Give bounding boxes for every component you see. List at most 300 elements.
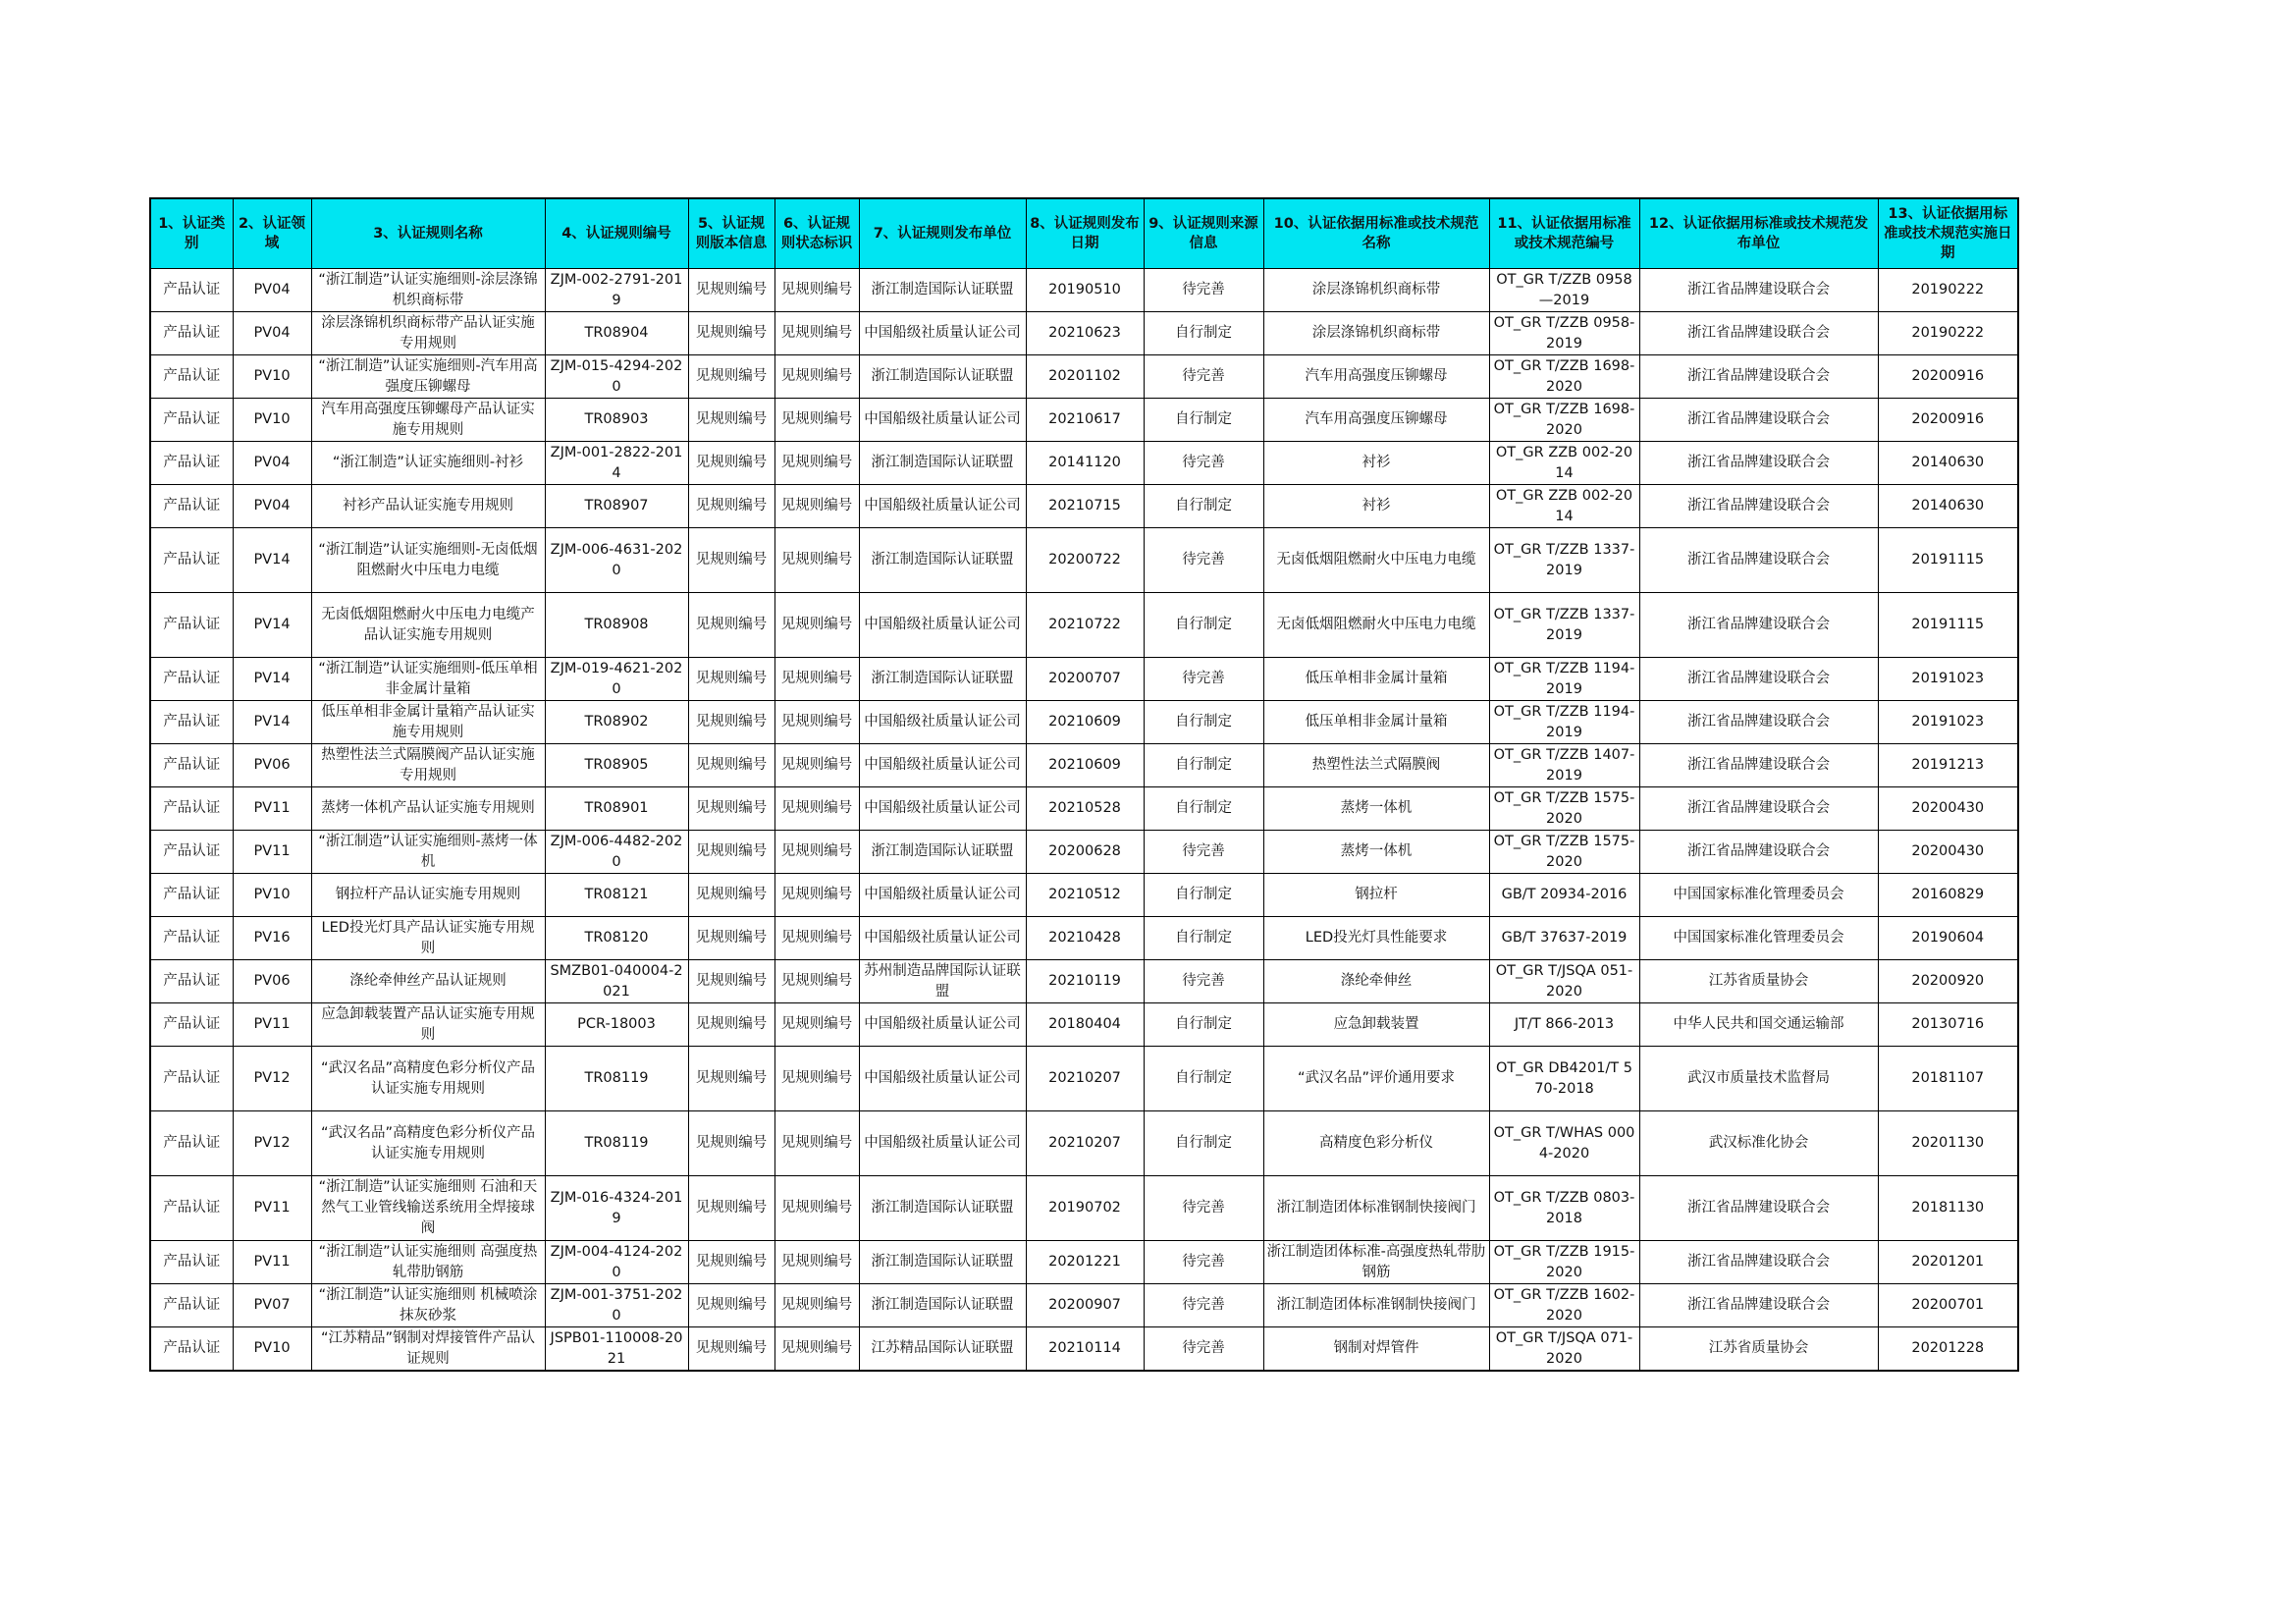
cell-cert-field: PV07 xyxy=(233,1284,311,1327)
cell-standard-publisher: 浙江省品牌建设联合会 xyxy=(1639,1176,1878,1241)
cell-rule-publisher: 浙江制造国际认证联盟 xyxy=(859,1176,1026,1241)
cell-rule-publisher: 浙江制造国际认证联盟 xyxy=(859,528,1026,593)
cell-rule-source: 自行制定 xyxy=(1144,874,1263,917)
cell-rule-date: 20180404 xyxy=(1026,1003,1144,1047)
cell-rule-date: 20201102 xyxy=(1026,355,1144,399)
table-row xyxy=(150,658,2018,701)
cell-cert-field: PV11 xyxy=(233,787,311,831)
cell-rule-status: 见规则编号 xyxy=(774,831,859,874)
cell-standard-date: 20200430 xyxy=(1878,787,2018,831)
cell-rule-date: 20200707 xyxy=(1026,658,1144,701)
header-cert-type: 1、认证类别 xyxy=(150,198,233,269)
cell-standard-publisher: 浙江省品牌建设联合会 xyxy=(1639,442,1878,485)
cell-cert-field: PV16 xyxy=(233,917,311,960)
cell-standard-date: 20190222 xyxy=(1878,269,2018,312)
cell-rule-name: 无卤低烟阻燃耐火中压电力电缆产品认证实施专用规则 xyxy=(311,593,545,658)
table-row xyxy=(150,960,2018,1003)
cell-standard-publisher: 浙江省品牌建设联合会 xyxy=(1639,787,1878,831)
cell-rule-version: 见规则编号 xyxy=(688,1176,774,1241)
cell-rule-version: 见规则编号 xyxy=(688,269,774,312)
cell-cert-type: 产品认证 xyxy=(150,960,233,1003)
cell-rule-date: 20210512 xyxy=(1026,874,1144,917)
cell-cert-field: PV11 xyxy=(233,1241,311,1284)
cell-standard-number: OT_GR T/JSQA 051-2020 xyxy=(1489,960,1639,1003)
cell-rule-source: 自行制定 xyxy=(1144,1111,1263,1176)
cell-rule-version: 见规则编号 xyxy=(688,1111,774,1176)
cell-standard-publisher: 浙江省品牌建设联合会 xyxy=(1639,1241,1878,1284)
cell-cert-field: PV14 xyxy=(233,528,311,593)
cell-standard-name: 汽车用高强度压铆螺母 xyxy=(1263,399,1489,442)
cell-rule-number: TR08905 xyxy=(545,744,688,787)
table-row xyxy=(150,593,2018,658)
cell-cert-type: 产品认证 xyxy=(150,744,233,787)
cell-standard-number: OT_GR ZZB 002-2014 xyxy=(1489,485,1639,528)
table-row xyxy=(150,1284,2018,1327)
cell-standard-publisher: 中华人民共和国交通运输部 xyxy=(1639,1003,1878,1047)
cell-standard-publisher: 浙江省品牌建设联合会 xyxy=(1639,355,1878,399)
cell-cert-type: 产品认证 xyxy=(150,917,233,960)
cell-standard-number: OT_GR T/ZZB 0803-2018 xyxy=(1489,1176,1639,1241)
cell-rule-version: 见规则编号 xyxy=(688,312,774,355)
cell-standard-name: 低压单相非金属计量箱 xyxy=(1263,658,1489,701)
cell-rule-publisher: 中国船级社质量认证公司 xyxy=(859,1111,1026,1176)
cell-rule-number: PCR-18003 xyxy=(545,1003,688,1047)
cell-standard-date: 20190222 xyxy=(1878,312,2018,355)
cell-rule-date: 20210114 xyxy=(1026,1327,1144,1372)
cell-rule-status: 见规则编号 xyxy=(774,442,859,485)
table-row xyxy=(150,701,2018,744)
cell-standard-name: 无卤低烟阻燃耐火中压电力电缆 xyxy=(1263,528,1489,593)
cell-cert-field: PV14 xyxy=(233,701,311,744)
certification-rules-table xyxy=(149,197,2019,1372)
cell-rule-number: SMZB01-040004-2021 xyxy=(545,960,688,1003)
cell-standard-name: 低压单相非金属计量箱 xyxy=(1263,701,1489,744)
cell-cert-type: 产品认证 xyxy=(150,442,233,485)
cell-standard-date: 20160829 xyxy=(1878,874,2018,917)
header-standard-number: 11、认证依据用标准或技术规范编号 xyxy=(1489,198,1639,269)
cell-rule-source: 自行制定 xyxy=(1144,485,1263,528)
cell-rule-version: 见规则编号 xyxy=(688,960,774,1003)
cell-rule-status: 见规则编号 xyxy=(774,399,859,442)
cell-rule-publisher: 浙江制造国际认证联盟 xyxy=(859,442,1026,485)
cell-rule-number: ZJM-004-4124-2020 xyxy=(545,1241,688,1284)
cell-rule-version: 见规则编号 xyxy=(688,1241,774,1284)
cell-rule-name: 蒸烤一体机产品认证实施专用规则 xyxy=(311,787,545,831)
cell-cert-field: PV04 xyxy=(233,269,311,312)
cell-cert-field: PV11 xyxy=(233,1003,311,1047)
cell-standard-number: GB/T 20934-2016 xyxy=(1489,874,1639,917)
cell-standard-name: “武汉名品”评价通用要求 xyxy=(1263,1047,1489,1111)
cell-standard-name: 高精度色彩分析仪 xyxy=(1263,1111,1489,1176)
cell-rule-version: 见规则编号 xyxy=(688,593,774,658)
header-standard-publisher: 12、认证依据用标准或技术规范发布单位 xyxy=(1639,198,1878,269)
cell-standard-name: 涂层涤锦机织商标带 xyxy=(1263,269,1489,312)
cell-cert-field: PV14 xyxy=(233,593,311,658)
cell-cert-field: PV10 xyxy=(233,874,311,917)
cell-rule-publisher: 苏州制造品牌国际认证联盟 xyxy=(859,960,1026,1003)
cell-rule-status: 见规则编号 xyxy=(774,701,859,744)
cell-rule-publisher: 浙江制造国际认证联盟 xyxy=(859,658,1026,701)
cell-rule-status: 见规则编号 xyxy=(774,1241,859,1284)
cell-rule-number: TR08908 xyxy=(545,593,688,658)
cell-rule-source: 待完善 xyxy=(1144,831,1263,874)
cell-rule-source: 自行制定 xyxy=(1144,701,1263,744)
cell-rule-source: 待完善 xyxy=(1144,960,1263,1003)
cell-rule-publisher: 中国船级社质量认证公司 xyxy=(859,701,1026,744)
cell-standard-number: OT_GR T/JSQA 071-2020 xyxy=(1489,1327,1639,1372)
header-rule-status: 6、认证规则状态标识 xyxy=(774,198,859,269)
cell-standard-name: 浙江制造团体标准钢制快接阀门 xyxy=(1263,1176,1489,1241)
cell-rule-date: 20210609 xyxy=(1026,744,1144,787)
cell-standard-date: 20191213 xyxy=(1878,744,2018,787)
header-standard-name: 10、认证依据用标准或技术规范名称 xyxy=(1263,198,1489,269)
cell-rule-number: TR08902 xyxy=(545,701,688,744)
certification-table-sheet xyxy=(149,197,2019,1372)
cell-standard-name: LED投光灯具性能要求 xyxy=(1263,917,1489,960)
cell-rule-source: 待完善 xyxy=(1144,1241,1263,1284)
cell-rule-publisher: 浙江制造国际认证联盟 xyxy=(859,355,1026,399)
cell-rule-publisher: 中国船级社质量认证公司 xyxy=(859,399,1026,442)
cell-rule-publisher: 浙江制造国际认证联盟 xyxy=(859,1241,1026,1284)
cell-rule-number: ZJM-019-4621-2020 xyxy=(545,658,688,701)
cell-standard-publisher: 浙江省品牌建设联合会 xyxy=(1639,528,1878,593)
header-rule-name: 3、认证规则名称 xyxy=(311,198,545,269)
cell-rule-version: 见规则编号 xyxy=(688,917,774,960)
cell-standard-number: OT_GR T/ZZB 1194-2019 xyxy=(1489,701,1639,744)
cell-standard-publisher: 浙江省品牌建设联合会 xyxy=(1639,701,1878,744)
cell-rule-source: 待完善 xyxy=(1144,1176,1263,1241)
table-row xyxy=(150,1111,2018,1176)
cell-rule-source: 自行制定 xyxy=(1144,787,1263,831)
cell-cert-type: 产品认证 xyxy=(150,658,233,701)
cell-rule-name: 热塑性法兰式隔膜阀产品认证实施专用规则 xyxy=(311,744,545,787)
cell-cert-field: PV10 xyxy=(233,1327,311,1372)
cell-rule-source: 自行制定 xyxy=(1144,1003,1263,1047)
table-row xyxy=(150,442,2018,485)
cell-rule-version: 见规则编号 xyxy=(688,658,774,701)
cell-cert-field: PV12 xyxy=(233,1111,311,1176)
cell-cert-type: 产品认证 xyxy=(150,399,233,442)
cell-rule-publisher: 中国船级社质量认证公司 xyxy=(859,787,1026,831)
cell-rule-publisher: 中国船级社质量认证公司 xyxy=(859,1003,1026,1047)
cell-rule-name: 涤纶牵伸丝产品认证规则 xyxy=(311,960,545,1003)
cell-standard-publisher: 浙江省品牌建设联合会 xyxy=(1639,593,1878,658)
cell-standard-number: OT_GR T/ZZB 0958—2019 xyxy=(1489,269,1639,312)
cell-cert-type: 产品认证 xyxy=(150,787,233,831)
cell-rule-date: 20210119 xyxy=(1026,960,1144,1003)
header-rule-source: 9、认证规则来源信息 xyxy=(1144,198,1263,269)
cell-rule-source: 自行制定 xyxy=(1144,1047,1263,1111)
table-row xyxy=(150,528,2018,593)
cell-rule-version: 见规则编号 xyxy=(688,1003,774,1047)
cell-rule-version: 见规则编号 xyxy=(688,399,774,442)
table-header-row xyxy=(150,198,2018,269)
cell-rule-number: TR08901 xyxy=(545,787,688,831)
cell-standard-number: OT_GR T/ZZB 1698-2020 xyxy=(1489,355,1639,399)
cell-standard-publisher: 浙江省品牌建设联合会 xyxy=(1639,399,1878,442)
cell-rule-number: TR08907 xyxy=(545,485,688,528)
cell-rule-date: 20190510 xyxy=(1026,269,1144,312)
header-rule-number: 4、认证规则编号 xyxy=(545,198,688,269)
cell-rule-date: 20210623 xyxy=(1026,312,1144,355)
table-row xyxy=(150,1003,2018,1047)
cell-rule-source: 自行制定 xyxy=(1144,399,1263,442)
cell-standard-name: 无卤低烟阻燃耐火中压电力电缆 xyxy=(1263,593,1489,658)
cell-rule-name: “浙江制造”认证实施细则-低压单相非金属计量箱 xyxy=(311,658,545,701)
cell-rule-name: 钢拉杆产品认证实施专用规则 xyxy=(311,874,545,917)
cell-standard-number: OT_GR T/ZZB 1337-2019 xyxy=(1489,528,1639,593)
cell-rule-source: 待完善 xyxy=(1144,1284,1263,1327)
cell-rule-date: 20210207 xyxy=(1026,1111,1144,1176)
table-row xyxy=(150,269,2018,312)
cell-rule-source: 待完善 xyxy=(1144,355,1263,399)
cell-cert-type: 产品认证 xyxy=(150,1284,233,1327)
cell-standard-date: 20191115 xyxy=(1878,593,2018,658)
cell-standard-date: 20181107 xyxy=(1878,1047,2018,1111)
cell-standard-date: 20200701 xyxy=(1878,1284,2018,1327)
cell-standard-date: 20200916 xyxy=(1878,399,2018,442)
cell-standard-date: 20191115 xyxy=(1878,528,2018,593)
table-row xyxy=(150,787,2018,831)
cell-rule-name: “浙江制造”认证实施细则-衬衫 xyxy=(311,442,545,485)
cell-rule-status: 见规则编号 xyxy=(774,355,859,399)
cell-standard-number: OT_GR T/ZZB 1337-2019 xyxy=(1489,593,1639,658)
cell-rule-number: TR08119 xyxy=(545,1047,688,1111)
cell-standard-name: 衬衫 xyxy=(1263,442,1489,485)
cell-standard-number: OT_GR T/ZZB 0958-2019 xyxy=(1489,312,1639,355)
cell-rule-publisher: 中国船级社质量认证公司 xyxy=(859,593,1026,658)
cell-standard-date: 20200916 xyxy=(1878,355,2018,399)
cell-rule-source: 待完善 xyxy=(1144,442,1263,485)
cell-rule-number: TR08903 xyxy=(545,399,688,442)
cell-cert-type: 产品认证 xyxy=(150,485,233,528)
cell-cert-field: PV12 xyxy=(233,1047,311,1111)
cell-standard-number: JT/T 866-2013 xyxy=(1489,1003,1639,1047)
cell-standard-name: 蒸烤一体机 xyxy=(1263,787,1489,831)
cell-cert-field: PV06 xyxy=(233,960,311,1003)
cell-standard-date: 20140630 xyxy=(1878,442,2018,485)
cell-rule-publisher: 浙江制造国际认证联盟 xyxy=(859,831,1026,874)
cell-rule-status: 见规则编号 xyxy=(774,874,859,917)
cell-rule-version: 见规则编号 xyxy=(688,744,774,787)
cell-rule-version: 见规则编号 xyxy=(688,1284,774,1327)
cell-rule-name: “浙江制造”认证实施细则-蒸烤一体机 xyxy=(311,831,545,874)
cell-rule-publisher: 中国船级社质量认证公司 xyxy=(859,874,1026,917)
cell-standard-publisher: 浙江省品牌建设联合会 xyxy=(1639,312,1878,355)
cell-cert-type: 产品认证 xyxy=(150,1111,233,1176)
cell-standard-publisher: 浙江省品牌建设联合会 xyxy=(1639,658,1878,701)
cell-rule-number: ZJM-006-4482-2020 xyxy=(545,831,688,874)
cell-rule-name: 涂层涤锦机织商标带产品认证实施专用规则 xyxy=(311,312,545,355)
cell-rule-source: 待完善 xyxy=(1144,1327,1263,1372)
cell-rule-number: TR08121 xyxy=(545,874,688,917)
cell-rule-version: 见规则编号 xyxy=(688,701,774,744)
cell-rule-status: 见规则编号 xyxy=(774,269,859,312)
header-rule-version: 5、认证规则版本信息 xyxy=(688,198,774,269)
table-row xyxy=(150,1241,2018,1284)
cell-rule-name: 汽车用高强度压铆螺母产品认证实施专用规则 xyxy=(311,399,545,442)
cell-rule-name: “浙江制造”认证实施细则-汽车用高强度压铆螺母 xyxy=(311,355,545,399)
cell-standard-publisher: 浙江省品牌建设联合会 xyxy=(1639,831,1878,874)
header-rule-publisher: 7、认证规则发布单位 xyxy=(859,198,1026,269)
cell-rule-source: 自行制定 xyxy=(1144,744,1263,787)
cell-rule-version: 见规则编号 xyxy=(688,1047,774,1111)
cell-rule-source: 自行制定 xyxy=(1144,593,1263,658)
cell-rule-status: 见规则编号 xyxy=(774,1176,859,1241)
table-row xyxy=(150,355,2018,399)
cell-rule-publisher: 浙江制造国际认证联盟 xyxy=(859,1284,1026,1327)
cell-rule-version: 见规则编号 xyxy=(688,485,774,528)
cell-rule-source: 待完善 xyxy=(1144,658,1263,701)
cell-rule-number: TR08904 xyxy=(545,312,688,355)
cell-cert-field: PV04 xyxy=(233,442,311,485)
cell-standard-name: 衬衫 xyxy=(1263,485,1489,528)
cell-cert-type: 产品认证 xyxy=(150,312,233,355)
cell-standard-date: 20140630 xyxy=(1878,485,2018,528)
cell-cert-type: 产品认证 xyxy=(150,874,233,917)
cell-cert-type: 产品认证 xyxy=(150,831,233,874)
table-row xyxy=(150,744,2018,787)
cell-standard-publisher: 武汉标准化协会 xyxy=(1639,1111,1878,1176)
cell-standard-number: OT_GR T/WHAS 0004-2020 xyxy=(1489,1111,1639,1176)
cell-standard-number: OT_GR T/ZZB 1194-2019 xyxy=(1489,658,1639,701)
cell-rule-status: 见规则编号 xyxy=(774,1047,859,1111)
cell-standard-publisher: 江苏省质量协会 xyxy=(1639,1327,1878,1372)
cell-standard-publisher: 中国国家标准化管理委员会 xyxy=(1639,874,1878,917)
cell-rule-name: 衬衫产品认证实施专用规则 xyxy=(311,485,545,528)
cell-rule-version: 见规则编号 xyxy=(688,528,774,593)
cell-standard-number: OT_GR T/ZZB 1602-2020 xyxy=(1489,1284,1639,1327)
cell-standard-name: 钢拉杆 xyxy=(1263,874,1489,917)
cell-standard-number: OT_GR DB4201/T 570-2018 xyxy=(1489,1047,1639,1111)
cell-standard-publisher: 浙江省品牌建设联合会 xyxy=(1639,269,1878,312)
cell-standard-name: 汽车用高强度压铆螺母 xyxy=(1263,355,1489,399)
cell-rule-publisher: 中国船级社质量认证公司 xyxy=(859,485,1026,528)
cell-standard-date: 20201130 xyxy=(1878,1111,2018,1176)
cell-rule-status: 见规则编号 xyxy=(774,312,859,355)
table-row xyxy=(150,874,2018,917)
cell-rule-source: 自行制定 xyxy=(1144,917,1263,960)
cell-rule-status: 见规则编号 xyxy=(774,917,859,960)
cell-standard-date: 20201228 xyxy=(1878,1327,2018,1372)
cell-rule-name: 低压单相非金属计量箱产品认证实施专用规则 xyxy=(311,701,545,744)
cell-rule-date: 20201221 xyxy=(1026,1241,1144,1284)
cell-cert-type: 产品认证 xyxy=(150,701,233,744)
cell-standard-date: 20200920 xyxy=(1878,960,2018,1003)
cell-rule-date: 20210207 xyxy=(1026,1047,1144,1111)
table-row xyxy=(150,1327,2018,1372)
table-row xyxy=(150,485,2018,528)
cell-rule-date: 20200722 xyxy=(1026,528,1144,593)
cell-cert-field: PV06 xyxy=(233,744,311,787)
cell-rule-version: 见规则编号 xyxy=(688,787,774,831)
cell-standard-publisher: 江苏省质量协会 xyxy=(1639,960,1878,1003)
cell-standard-date: 20201201 xyxy=(1878,1241,2018,1284)
cell-standard-number: OT_GR T/ZZB 1915-2020 xyxy=(1489,1241,1639,1284)
header-rule-date: 8、认证规则发布日期 xyxy=(1026,198,1144,269)
cell-rule-number: ZJM-002-2791-2019 xyxy=(545,269,688,312)
cell-rule-name: “浙江制造”认证实施细则-涂层涤锦机织商标带 xyxy=(311,269,545,312)
cell-cert-type: 产品认证 xyxy=(150,528,233,593)
cell-rule-version: 见规则编号 xyxy=(688,442,774,485)
cell-standard-number: OT_GR T/ZZB 1407-2019 xyxy=(1489,744,1639,787)
cell-rule-date: 20190702 xyxy=(1026,1176,1144,1241)
cell-rule-publisher: 江苏精品国际认证联盟 xyxy=(859,1327,1026,1372)
cell-standard-date: 20181130 xyxy=(1878,1176,2018,1241)
cell-standard-date: 20191023 xyxy=(1878,701,2018,744)
table-row xyxy=(150,831,2018,874)
cell-rule-name: “江苏精品”钢制对焊接管件产品认证规则 xyxy=(311,1327,545,1372)
cell-rule-version: 见规则编号 xyxy=(688,1327,774,1372)
cell-rule-publisher: 浙江制造国际认证联盟 xyxy=(859,269,1026,312)
cell-rule-status: 见规则编号 xyxy=(774,1111,859,1176)
cell-standard-publisher: 中国国家标准化管理委员会 xyxy=(1639,917,1878,960)
header-standard-date: 13、认证依据用标准或技术规范实施日期 xyxy=(1878,198,2018,269)
cell-rule-publisher: 中国船级社质量认证公司 xyxy=(859,1047,1026,1111)
cell-rule-number: ZJM-001-3751-2020 xyxy=(545,1284,688,1327)
cell-standard-number: OT_GR ZZB 002-2014 xyxy=(1489,442,1639,485)
cell-rule-status: 见规则编号 xyxy=(774,787,859,831)
cell-rule-status: 见规则编号 xyxy=(774,1327,859,1372)
cell-standard-date: 20191023 xyxy=(1878,658,2018,701)
table-row xyxy=(150,917,2018,960)
cell-rule-version: 见规则编号 xyxy=(688,355,774,399)
cell-rule-name: “浙江制造”认证实施细则-无卤低烟阻燃耐火中压电力电缆 xyxy=(311,528,545,593)
cell-cert-type: 产品认证 xyxy=(150,1241,233,1284)
cell-standard-publisher: 浙江省品牌建设联合会 xyxy=(1639,744,1878,787)
cell-cert-field: PV14 xyxy=(233,658,311,701)
header-cert-field: 2、认证领域 xyxy=(233,198,311,269)
cell-standard-number: OT_GR T/ZZB 1575-2020 xyxy=(1489,831,1639,874)
cell-rule-version: 见规则编号 xyxy=(688,874,774,917)
cell-cert-type: 产品认证 xyxy=(150,1327,233,1372)
cell-standard-name: 热塑性法兰式隔膜阀 xyxy=(1263,744,1489,787)
cell-standard-date: 20130716 xyxy=(1878,1003,2018,1047)
cell-rule-number: ZJM-006-4631-2020 xyxy=(545,528,688,593)
cell-standard-number: OT_GR T/ZZB 1575-2020 xyxy=(1489,787,1639,831)
cell-standard-publisher: 武汉市质量技术监督局 xyxy=(1639,1047,1878,1111)
cell-rule-name: LED投光灯具产品认证实施专用规则 xyxy=(311,917,545,960)
cell-standard-name: 钢制对焊管件 xyxy=(1263,1327,1489,1372)
cell-rule-date: 20210715 xyxy=(1026,485,1144,528)
cell-rule-publisher: 中国船级社质量认证公司 xyxy=(859,917,1026,960)
cell-standard-name: 浙江制造团体标准钢制快接阀门 xyxy=(1263,1284,1489,1327)
table-body xyxy=(150,269,2018,1372)
cell-rule-status: 见规则编号 xyxy=(774,593,859,658)
cell-rule-date: 20210428 xyxy=(1026,917,1144,960)
cell-rule-number: TR08119 xyxy=(545,1111,688,1176)
cell-rule-date: 20210528 xyxy=(1026,787,1144,831)
cell-standard-name: 应急卸载装置 xyxy=(1263,1003,1489,1047)
cell-standard-publisher: 浙江省品牌建设联合会 xyxy=(1639,1284,1878,1327)
cell-rule-source: 待完善 xyxy=(1144,269,1263,312)
cell-rule-source: 待完善 xyxy=(1144,528,1263,593)
cell-rule-status: 见规则编号 xyxy=(774,960,859,1003)
cell-standard-number: OT_GR T/ZZB 1698-2020 xyxy=(1489,399,1639,442)
cell-rule-number: TR08120 xyxy=(545,917,688,960)
cell-cert-type: 产品认证 xyxy=(150,593,233,658)
cell-cert-type: 产品认证 xyxy=(150,1176,233,1241)
cell-rule-status: 见规则编号 xyxy=(774,485,859,528)
cell-rule-date: 20200907 xyxy=(1026,1284,1144,1327)
cell-standard-date: 20190604 xyxy=(1878,917,2018,960)
cell-rule-name: “浙江制造”认证实施细则 机械喷涂抹灰砂浆 xyxy=(311,1284,545,1327)
cell-rule-date: 20141120 xyxy=(1026,442,1144,485)
cell-cert-type: 产品认证 xyxy=(150,1047,233,1111)
cell-rule-status: 见规则编号 xyxy=(774,658,859,701)
cell-cert-field: PV11 xyxy=(233,831,311,874)
cell-standard-name: 浙江制造团体标准-高强度热轧带肋钢筋 xyxy=(1263,1241,1489,1284)
